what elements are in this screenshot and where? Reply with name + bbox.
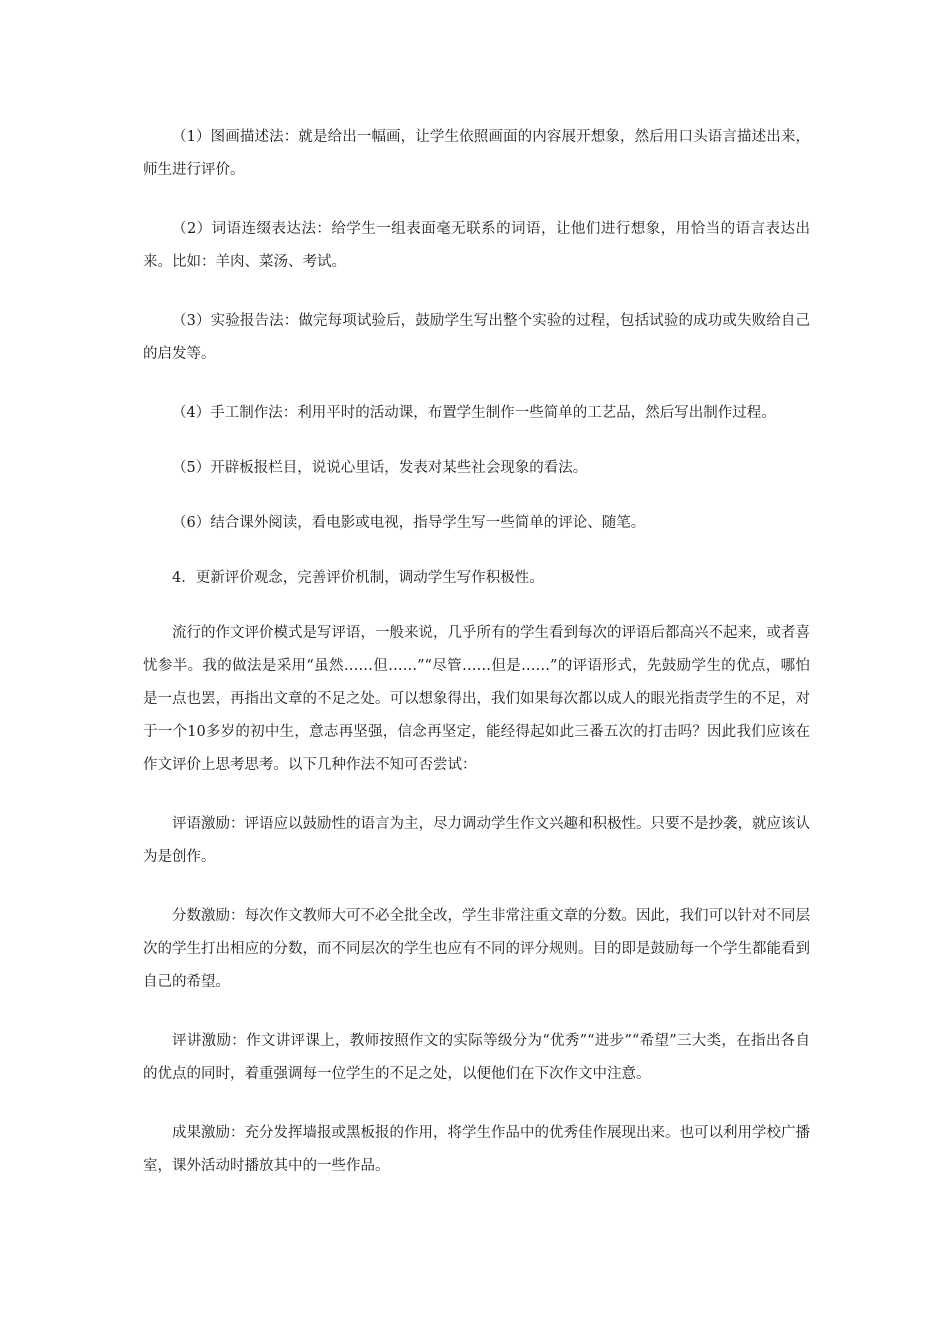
paragraph-method-1: （1）图画描述法：就是给出一幅画，让学生依照画面的内容展开想象，然后用口头语言描述出来，师生进行评价。: [143, 129, 810, 178]
paragraph-result-incentive: 成果激励：充分发挥墙报或黑板报的作用，将学生作品中的优秀佳作展现出来。也可以利用学校广播室，课外活动时播放其中的一些作品。: [143, 1125, 810, 1174]
section-heading-4: 4．更新评价观念，完善评价机制，调动学生写作积极性。: [172, 570, 544, 586]
paragraph-method-4: （4）手工制作法：利用平时的活动课，布置学生制作一些简单的工艺品，然后写出制作过程。: [172, 405, 776, 421]
paragraph-review-incentive: 评讲激励：作文讲评课上，教师按照作文的实际等级分为“优秀”“进步”“希望”三大类，在指出各自的优点的同时，着重强调每一位学生的不足之处，以便他们在下次作文中注意。: [143, 1033, 810, 1082]
paragraph-evaluation-model: 流行的作文评价模式是写评语，一般来说，几乎所有的学生看到每次的评语后都高兴不起来，或者喜忧参半。我的做法是采用“虽然……但……”“尽管……但是……”的评语形式，先鼓励学生的优点，哪怕是一点也罢，再指出文章的不足之处。可以想象得出，我们如果每次都以成人的眼光指责学生的不足，对于一个10多岁的初中生，意志再坚强，信念再坚定，能经得起如此三番五次的打击吗？因此我们应该在作文评价上思考思考。以下几种作法不知可否尝试：: [143, 625, 810, 773]
document-body: [143, 121, 810, 1209]
paragraph-method-6: （6）结合课外阅读，看电影或电视，指导学生写一些简单的评论、随笔。: [172, 515, 646, 531]
paragraph-comment-incentive: 评语激励：评语应以鼓励性的语言为主，尽力调动学生作文兴趣和积极性。只要不是抄袭，就应该认为是创作。: [143, 816, 810, 865]
paragraph-method-5: （5）开辟板报栏目，说说心里话，发表对某些社会现象的看法。: [172, 460, 588, 476]
paragraph-method-3: （3）实验报告法：做完每项试验后，鼓励学生写出整个实验的过程，包括试验的成功或失败给自己的启发等。: [143, 313, 810, 362]
paragraph-method-2: （2）词语连缀表达法：给学生一组表面毫无联系的词语，让他们进行想象，用恰当的语言表达出来。比如：羊肉、菜汤、考试。: [143, 221, 810, 270]
paragraph-score-incentive: 分数激励：每次作文教师大可不必全批全改，学生非常注重文章的分数。因此，我们可以针对不同层次的学生打出相应的分数，而不同层次的学生也应有不同的评分规则。目的即是鼓励每一个学生都能看到自己的希望。: [143, 908, 810, 990]
